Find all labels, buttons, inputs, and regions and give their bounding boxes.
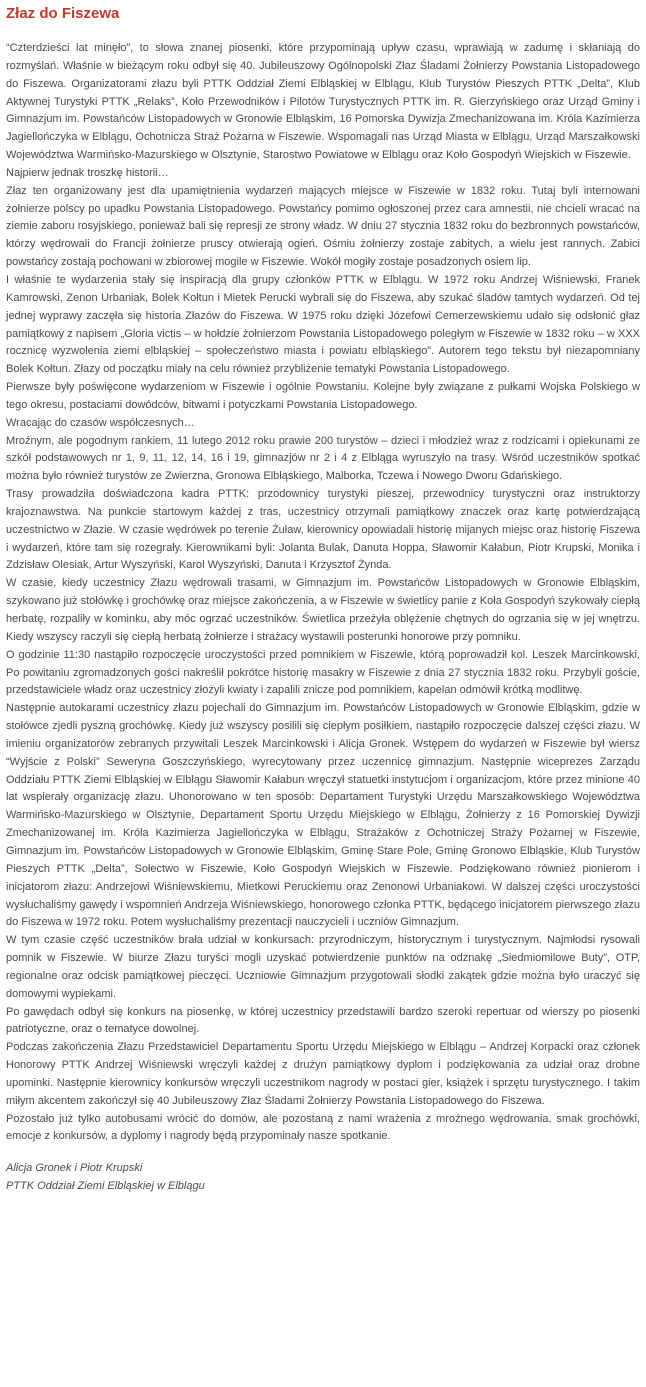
article-body [6,40,640,1146]
article-paragraph: I właśnie te wydarzenia stały się inspiracją dla grupy członków PTTK w Elblągu. W 1972 roku Andrzej Wiśniewski, Franek Kamrowski, Zenon Urbaniak, Bolek Kołtun i Mietek Perucki wybrali się do Fiszewa, aby szukać śladów tamtych wydarzeń. Od tej jednej wyprawy zaczęła się historia Złazów do Fiszewa. W 1975 roku dzięki Józefowi Cemerzewskiemu udało się odsłonić głaz pamiątkowy z napisem „Gloria victis – w hołdzie żołnierzom Powstania Listopadowego poległym w Fiszewie w 1832 roku – w XXX rocznicę wyzwolenia ziemi elbląskiej – społeczeństwo miasta i powiatu elbląskiego”. Autorem tego tekstu był niezapomniany Bolek Kołtun. Złazy od początku miały na celu również przybliżenie tematyki Powstania Listopadowego. [6,273,640,376]
article-paragraph: Wracając do czasów współczesnych… [6,416,195,429]
article-paragraph: Złaz ten organizowany jest dla upamiętnienia wydarzeń mających miejsce w Fiszewie w 1832 roku. Tutaj byli internowani żołnierze polscy po upadku Powstania Listopadowego. Powstańcy pomimo ogłoszonej przez cara amnestii, nie chcieli wracać na ziemie zaboru rosyjskiego, ponieważ bali się represji ze strony władz. W dniu 27 stycznia 1832 roku do bezbronnych powstańców, którzy wędrowali do Francji żołnierze pruscy otwierają ogień. Ośmiu żołnierzy zostaje zabitych, a wielu jest rannych. Zabici powstańcy zostają pochowani w zbiorowej mogile w Fiszewie. Wokół mogiły zostaje posadzonych osiem lip. [6,184,640,269]
article-paragraph: Mroźnym, ale pogodnym rankiem, 11 lutego 2012 roku prawie 200 turystów – dzieci i młodzież wraz z rodzicami i opiekunami ze szkół podstawowych nr 1, 9, 11, 12, 14, 16 i 19, gimnazjów nr 2 i 4 z Elbląga wyruszyło na trasy. Wśród uczestników spotkać można było również turystów ze Zwierzna, Gronowa Elbląskiego, Malborka, Tczewa i Nowego Dworu Gdańskiego. [6,434,640,483]
article-paragraph: W tym czasie część uczestników brała udział w konkursach: przyrodniczym, historycznym i turystycznym. Najmłodsi rysowali pomnik w Fiszewie. W biurze Złazu turyści mogli uzyskać potwierdzenie punktów na odznakę „Siedmiomilowe Buty”, OTP, regionalne oraz odcisk pamiątkowej pieczęci. Uczniowie Gimnazjum przygotowali słodki zakątek gdzie można było uraczyć się domowymi wypiekami. [6,934,640,1000]
article-paragraph: Pozostało już tylko autobusami wrócić do domów, ale pozostaną z nami wrażenia z mroźnego wędrowania, smak grochówki, emocje z konkursów, a dyplomy i nagrody będą przypominały nasze spotkanie. [6,1112,640,1143]
article-organization: PTTK Oddział Ziemi Elbląskiej w Elblągu [6,1180,205,1193]
article-signature [6,1160,640,1196]
article-authors: Alicja Gronek i Piotr Krupski [6,1162,143,1175]
article-paragraph: Następnie autokarami uczestnicy złazu pojechali do Gimnazjum im. Powstańców Listopadowych w Gronowie Elbląskim, gdzie w stołówce zjedli pyszną grochówkę. Kiedy już wszyscy posilili się ciepłym posiłkiem, nastąpiło rozpoczęcie dalszej części złazu. W imieniu organizatorów zebranych przywitali Leszek Marcinkowski i Alicja Gronek. Wstępem do wydarzeń w Fiszewie był wiersz “Wyjście z Polski” Seweryna Goszczyńskiego, wyrecytowany przez uczennicę gimnazjum. Następnie wiceprezes Zarządu Oddziału PTTK Ziemi Elbląskiej w Elblągu Sławomir Kałabun wręczył statuetki instytucjom i organizacjom, które przez minione 40 lat wspierały organizację złazu. Uhonorowano w ten sposób: Departament Turystyki Urzędu Marszałkowskiego Województwa Warmińsko-Mazurskiego w Olsztynie, Departament Sportu Urzędu Miejskiego w Elblągu, Żołnierzy z 16 Pomorskiej Dywizji Zmechanizowanej im. Króla Kazimierza Jagiellończyka w Elblągu, Strażaków z Ochotniczej Straży Pożarnej w Fiszewie, Gimnazjum im. Powstańców Listopadowych w Gronowie Elbląskim, Gminę Stare Pole, Gminę Gronowo Elbląskie, Klub Turystów Pieszych PTTK „Delta”, Sołectwo w Fiszewie, Koło Gospodyń Wiejskich w Fiszewie. Podziękowano również pionierom i inicjatorom złazu: Andrzejowi Wiśniewskiemu, Mietkowi Peruckiemu oraz Zenonowi Urbaniakowi. W dalszej części uroczystości wysłuchaliśmy gawędy i wspomnień Andrzeja Wiśniewskiego, honorowego członka PTTK, będącego inicjatorem pierwszego złazu do Fiszewa w 1972 roku. Potem wysłuchaliśmy prezentacji nauczycieli i uczniów Gimnazjum. [6,702,640,929]
article-paragraph: Pierwsze były poświęcone wydarzeniom w Fiszewie i ogólnie Powstaniu. Kolejne były związane z pułkami Wojska Polskiego w tego okresu, postaciami dowódców, bitwami i potyczkami Powstania Listopadowego. [6,381,640,411]
article-paragraph: O godzinie 11:30 nastąpiło rozpoczęcie uroczystości przed pomnikiem w Fiszewie, którą poprowadził kol. Leszek Marcinkowski. Po powitaniu zgromadzonych gości nakreślił pokrótce historię masakry w Fiszewie z dnia 27 stycznia 1832 roku. Przybyli goście, przedstawiciele władz oraz uczestnicy złożyli kwiaty i zapalili znicze pod pomnikiem, kapelan odmówił krótką modlitwę. [6,648,640,697]
article-paragraph: W czasie, kiedy uczestnicy Złazu wędrowali trasami, w Gimnazjum im. Powstańców Listopadowych w Gronowie Elbląskim, szykowano już stołówkę i grochówkę oraz miejsce zakończenia, a w Fiszewie w świetlicy panie z Koła Gospodyń szykowały ciepłą herbatę, rozpaliły w kominku, aby móc ogrzać uczestników. Świetlica przeżyła oblężenie chętnych do ogrzania się w jej wnętrzu. Kiedy wszyscy raczyli się ciepłą herbatą żołnierze i strażacy wystawili posterunki honorowe przy pomniku. [6,577,640,643]
article-paragraph: Podczas zakończenia Złazu Przedstawiciel Departamentu Sportu Urzędu Miejskiego w Elblągu – Andrzej Korpacki oraz członek Honorowy PTTK Andrzej Wiśniewski wręczyli każdej z drużyn pamiątkowy dyplom i podziękowania za udział oraz drobne upominki. Następnie kierownicy konkursów wręczyli uczestnikom nagrody w postaci gier, książek i sprzętu turystycznego. I takim miłym akcentem zakończył się 40 Jubileuszowy Złaz Śladami Żołnierzy Powstania Listopadowego do Fiszewa. [6,1041,640,1107]
article-paragraph: Trasy prowadziła doświadczona kadra PTTK: przodownicy turystyki pieszej, przewodnicy turystyczni oraz instruktorzy krajoznawstwa. Na punkcie startowym każdej z tras, uczestnicy otrzymali pamiątkowy znaczek oraz kartę potwierdzającą uczestnictwo w Złazie. W czasie wędrówek po terenie Żuław, kierownicy opowiadali historię mijanych miejsc oraz historię Fiszewa i wydarzeń, które tam się rozegrały. Kierownikami byli: Jolanta Bulak, Danuta Hoppa, Sławomir Kałabun, Piotr Krupski, Monika i Zdzisław Olesiak, Artur Wyszyński, Karol Wyszyński, Danuta i Krzysztof Żynda. [6,488,640,572]
article-paragraph: Po gawędach odbył się konkurs na piosenkę, w której uczestnicy przedstawili bardzo szeroki repertuar od wierszy po piosenki patriotyczne, oraz o tematyce dowolnej. [6,1005,640,1036]
article-paragraph: Najpierw jednak troszkę historii… [6,166,169,179]
article-paragraph: “Czterdzieści lat minęło”, to słowa znanej piosenki, które przypominają upływ czasu, wprawiają w zadumę i skłaniają do rozmyślań. Właśnie w bieżącym roku odbył się 40. Jubileuszowy Ogólnopolski Złaz Śladami Żołnierzy Powstania Listopadowego do Fiszewa. Organizatorami złazu byli PTTK Oddział Ziemi Elbląskiej w Elblągu, Klub Turystów Pieszych PTTK „Delta”, Klub Aktywnej Turystyki PTTK „Relaks”, Koło Przewodników i Pilotów Turystycznych PTTK im. R. Gierzyńskiego oraz Urząd Gminy i Gimnazjum im. Powstańców Listopadowych w Gronowie Elbląskim, 16 Pomorska Dywizja Zmechanizowana im. Króla Kazimierza Jagiellończyka w Elblągu, Ochotnicza Straż Pożarna w Fiszewie. Wspomagali nas Urząd Miasta w Elblągu, Urząd Marszałkowski Województwa Warmińsko-Mazurskiego w Olsztynie, Starostwo Powiatowe w Elblągu oraz Koło Gospodyń Wiejskich w Fiszewie. [6,42,640,162]
article-title: Złaz do Fiszewa [6,5,120,22]
